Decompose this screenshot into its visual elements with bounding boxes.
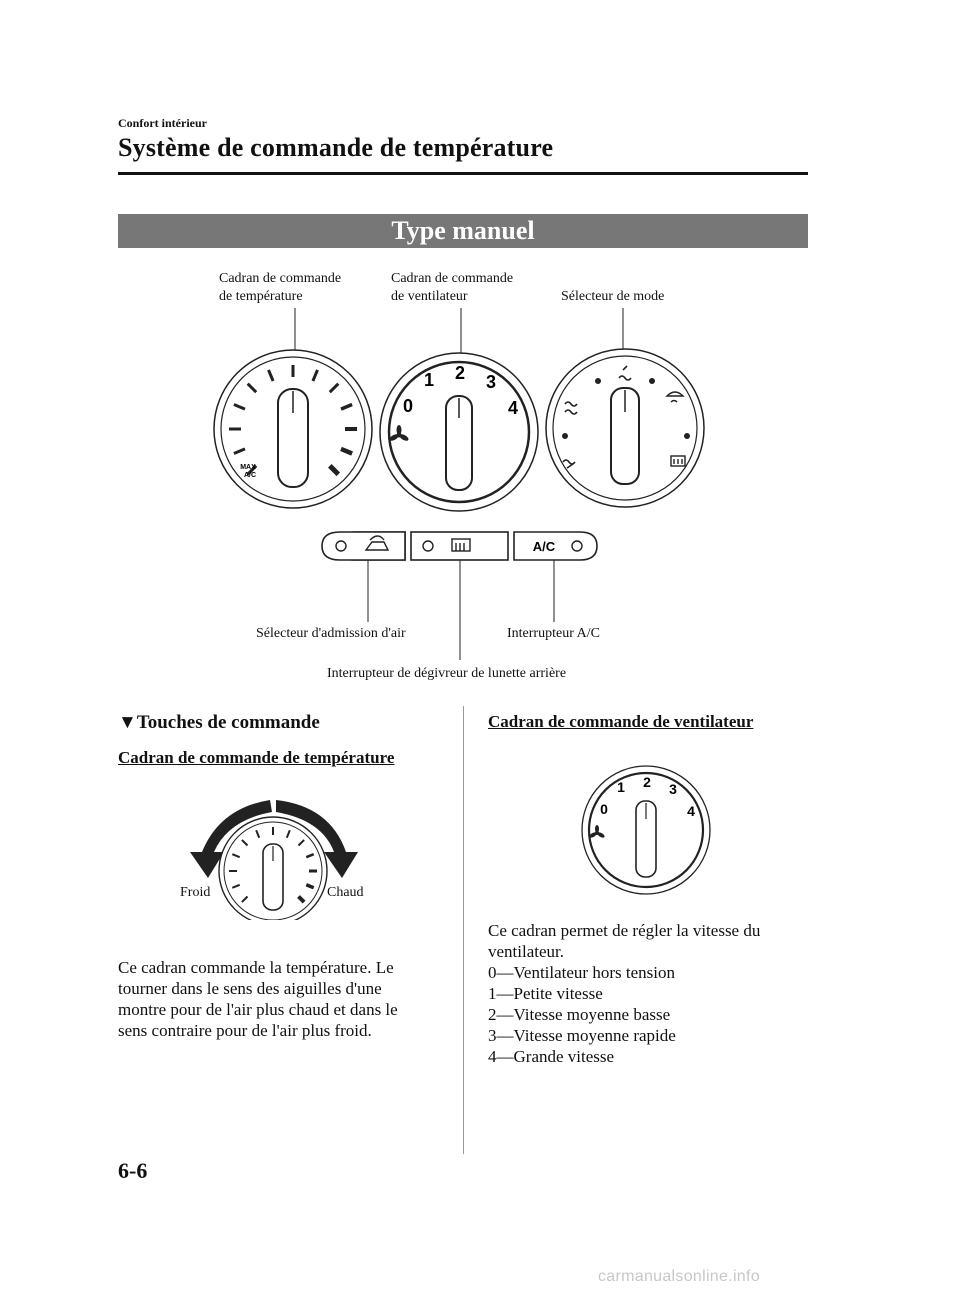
fan-speed-item: 1―Petite vitesse: [488, 984, 603, 1003]
fan-number-3: 3: [485, 372, 497, 392]
fan-speed-item: 4―Grande vitesse: [488, 1047, 615, 1066]
section-label: Confort intérieur: [118, 116, 207, 130]
temp-desc-line: montre pour de l'air plus chaud et dans le: [118, 1000, 398, 1019]
column-divider: [463, 706, 464, 1154]
air-intake-button[interactable]: [322, 532, 405, 560]
callout-fan-dial-line1: Cadran de commande: [391, 271, 514, 286]
callout-mode-selector: Sélecteur de mode: [561, 289, 665, 304]
watermark: carmanualsonline.info: [598, 1268, 760, 1285]
hot-label: Chaud: [327, 885, 364, 900]
temp-dial-description: [118, 957, 453, 1041]
small-fan-number-2: 2: [643, 774, 651, 790]
fan-number-0: 0: [402, 396, 414, 416]
temp-dial-subhead: Cadran de commande de température: [118, 748, 395, 767]
fan-dial-description: [488, 920, 808, 1067]
type-banner: Type manuel: [118, 214, 808, 248]
controls-heading: [118, 712, 320, 734]
callout-fan-dial-line2: de ventilateur: [391, 289, 468, 304]
small-fan-dial-figure: [578, 762, 718, 902]
temperature-dial: [214, 350, 372, 508]
small-fan-number-4: 4: [687, 803, 695, 819]
ac-button[interactable]: [514, 532, 597, 560]
button-strip: [322, 532, 597, 560]
callout-ac-switch: Interrupteur A/C: [507, 626, 600, 641]
callout-temp-dial-line2: de température: [219, 289, 303, 304]
temp-desc-line: Ce cadran commande la température. Le: [118, 958, 394, 977]
fan-desc-line: Ce cadran permet de régler la vitesse du: [488, 921, 761, 940]
small-fan-number-3: 3: [669, 781, 677, 797]
small-fan-number-1: 1: [617, 779, 625, 795]
triangle-down-icon: ▼: [118, 712, 137, 733]
fan-desc-line: ventilateur.: [488, 942, 565, 961]
max-ac-label-2: A/C: [243, 472, 257, 479]
cold-label: Froid: [180, 885, 211, 900]
fan-speed-item: 0―Ventilateur hors tension: [488, 963, 675, 982]
rear-defroster-button[interactable]: [411, 532, 508, 560]
controls-heading-text: Touches de commande: [136, 712, 320, 733]
max-ac-label-1: MAX: [240, 464, 256, 471]
fan-speed-item: 2―Vitesse moyenne basse: [488, 1005, 671, 1024]
temp-desc-line: sens contraire pour de l'air plus froid.: [118, 1021, 372, 1040]
temp-desc-line: tourner dans le sens des aiguilles d'une: [118, 979, 382, 998]
fan-speed-item: 3―Vitesse moyenne rapide: [488, 1026, 676, 1045]
page-number: 6-6: [118, 1158, 148, 1183]
small-temperature-dial: [219, 817, 327, 920]
callout-rear-defroster: Interrupteur de dégivreur de lunette arrière: [327, 666, 567, 681]
page-title: Système de commande de température: [118, 133, 554, 162]
fan-number-1: 1: [423, 370, 435, 390]
ac-button-label: A/C: [532, 539, 556, 554]
fan-number-2: 2: [454, 363, 466, 383]
callout-temp-dial-line1: Cadran de commande: [219, 271, 342, 286]
fan-number-4: 4: [507, 398, 519, 418]
callout-air-intake: Sélecteur d'admission d'air: [256, 626, 406, 641]
fan-dial: [380, 353, 538, 511]
fan-dial-subhead: Cadran de commande de ventilateur: [488, 712, 754, 731]
fan-speed-list: [488, 962, 808, 1067]
small-fan-number-0: 0: [600, 801, 608, 817]
mode-selector-dial: [546, 349, 704, 507]
